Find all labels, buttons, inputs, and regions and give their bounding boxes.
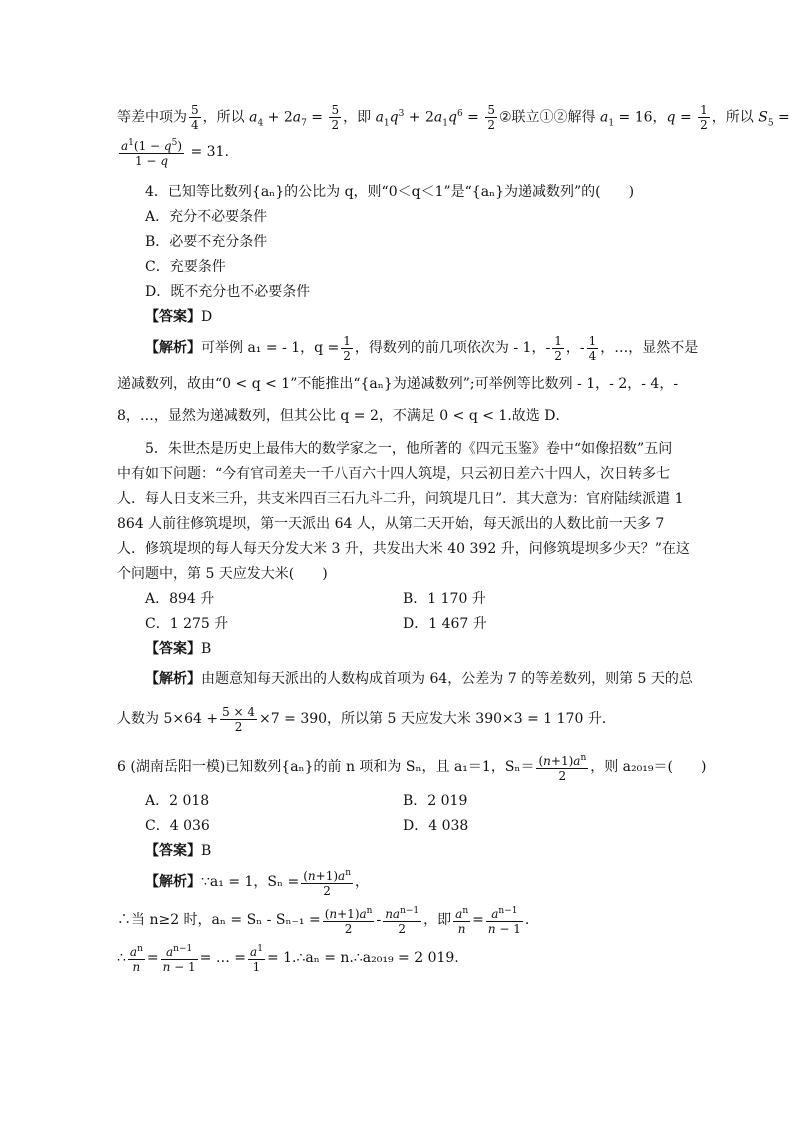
continuation-line-2 — [117, 133, 677, 171]
text: ∵a₁ = 1，Sₙ = — [201, 874, 300, 890]
text: 可举例 a₁ = - 1，q = — [201, 340, 340, 356]
option-d: D．1 467 升 — [403, 616, 487, 632]
text: 由题意知每天派出的人数构成首项为 64，公差为 7 的等差数列，则第 5 天的总 — [201, 671, 693, 687]
text: ，得数列的前几项依次为 - 1，- — [354, 340, 551, 356]
text: ，即 — [423, 912, 452, 928]
option-row — [117, 612, 677, 637]
document-page — [117, 95, 790, 977]
text: ∴ — [117, 950, 126, 966]
option-a: A．894 升 — [145, 591, 215, 607]
analysis-line-3 — [117, 939, 677, 977]
answer-line — [117, 305, 677, 329]
answer-tag: 【答案】 — [145, 641, 201, 657]
fraction: $\frac{a^{n-1}}{n - 1}$ — [162, 944, 196, 974]
fraction: $\frac{na^{n-1}}{2}$ — [385, 906, 420, 936]
fraction: $\frac{5}{2}$ — [487, 103, 495, 133]
analysis-line-3: 8，…，显然为递减数列，但其公比 q = 2，不满足 0 < q < 1.故选 D． — [117, 408, 570, 424]
fraction: $\frac{(n+1)a^n}{2}$ — [324, 906, 373, 936]
option-b: B．1 170 升 — [403, 591, 486, 607]
fraction: $\frac{1}{2}$ — [554, 333, 562, 363]
option-d: D．既不充分也不必要条件 — [145, 284, 311, 300]
fraction: $\frac{1}{4}$ — [588, 333, 597, 363]
text: ②联立①②解得 — [498, 109, 600, 126]
text: ，…，显然不是 — [600, 340, 699, 356]
analysis-tag: 【解析】 — [145, 671, 201, 687]
text: = … = — [199, 950, 247, 966]
answer-value: B — [201, 843, 212, 859]
text: = 31. — [190, 144, 229, 160]
stem-line: 864 人前往修筑堤坝，第一天派出 64 人，从第二天开始，每天派出的人数比前一天多 7 — [117, 516, 665, 532]
option-b: B．2 019 — [403, 793, 468, 809]
fraction: $\frac{(n+1)a^n}{2}$ — [538, 753, 587, 783]
analysis-line-2: ∴当 n≥2 时，aₙ = Sₙ - Sₙ₋₁ = $\frac{(n+1)a^n}{2}$ - $\frac{na^{n-1}}{2}$ ，即 $\frac{a^n}{n}$ = $\frac{a^{n-1}}{n - 1}$ . — [117, 906, 530, 936]
option-row — [117, 587, 677, 612]
fraction: $\frac{1}{2}$ — [700, 103, 708, 133]
analysis-line-2 — [117, 697, 677, 741]
option-row — [117, 814, 677, 839]
question-6-stem — [117, 745, 707, 789]
analysis-line-1 — [117, 329, 699, 367]
analysis-tag: 【解析】 — [145, 874, 201, 890]
text: ，则 a₂₀₁₉＝( ) — [590, 759, 707, 775]
text: = — [146, 950, 159, 966]
option-a: A．2 018 — [145, 793, 210, 809]
stem-line: 人．修筑堤坝的每人每天分发大米 3 升，共发出大米 40 392 升，问修筑堤坝多少天？”在这 — [117, 541, 690, 557]
answer-tag: 【答案】 — [145, 309, 201, 325]
option-row — [117, 789, 677, 814]
stem-line: 个问题中，第 5 天应发大米( ) — [117, 566, 328, 582]
fraction: $\frac{5}{4}$ — [191, 103, 199, 133]
continuation-line-1: 等差中项为 $\frac{5}{4}$ ，所以 $a_4 + 2a_7$ = $\frac{5}{2}$ ，即 $a_1q^3 + 2a_1q^6$ = $\frac{5}{2}$ ②联立①②解得 $a_1 = 16$，q = $\frac{1}{2}$ ，所以 $S_5$ = — [117, 103, 790, 133]
question-5-stem — [117, 437, 690, 587]
text: - — [376, 912, 382, 928]
option-d: D．4 038 — [403, 818, 469, 834]
fraction: $\frac{1}{2}$ — [343, 333, 351, 363]
analysis-line-1 — [117, 863, 677, 901]
answer-value: D — [201, 309, 213, 325]
text: ，所以 — [711, 109, 759, 126]
fraction: $\frac{a^{n-1}}{n - 1}$ — [487, 906, 521, 936]
text: 等差中项为 — [117, 109, 187, 126]
text: 人数为 5×64 + — [117, 711, 219, 727]
option-c: C．4 036 — [145, 818, 210, 834]
fraction: $\frac{5 \times 4}{2}$ — [222, 704, 256, 734]
fraction: $\frac{a^1(1 - q^5)}{1 - q}$ — [121, 138, 182, 168]
fraction: $\frac{a^n}{n}$ — [455, 906, 469, 936]
answer-line — [117, 839, 677, 863]
fraction: $\frac{a^n}{n}$ — [129, 944, 143, 974]
stem-line: 5．朱世杰是历史上最伟大的数学家之一，他所著的《四元玉鉴》卷中“如像招数”五问 — [145, 441, 673, 457]
text: = — [472, 912, 484, 928]
answer-line — [117, 637, 677, 661]
option-a: A．充分不必要条件 — [145, 209, 268, 225]
fraction: $\frac{5}{2}$ — [331, 103, 340, 133]
text: = 1.∴aₙ = n.∴a₂₀₁₉ = 2 019. — [266, 950, 459, 966]
fraction: $\frac{(n+1)a^n}{2}$ — [303, 868, 351, 898]
question-4-stem: 4．已知等比数列{aₙ}的公比为 q，则“0＜q＜1”是“{aₙ}为递减数列”的( ) — [145, 184, 635, 200]
text: 6 (湖南岳阳一模)已知数列{aₙ}的前 n 项和为 Sₙ，且 a₁＝1，Sₙ＝ — [117, 759, 535, 775]
text: ∴当 n≥2 时，aₙ = Sₙ - Sₙ₋₁ = — [117, 912, 321, 928]
stem-line: 中有如下问题：“今有官司差夫一千八百六十四人筑堤，只云初日差六十四人，次日转多七 — [117, 466, 671, 482]
analysis-tag: 【解析】 — [145, 340, 201, 356]
analysis-line-2: 递减数列，故由“0 < q < 1”不能推出“{aₙ}为递减数列”;可举例等比数列 - 1，- 2，- 4，- — [117, 376, 679, 392]
option-c: C．充要条件 — [145, 259, 226, 275]
text: ，所以 — [202, 109, 250, 126]
answer-value: B — [201, 641, 212, 657]
analysis-line-1 — [117, 661, 693, 697]
option-c: C．1 275 升 — [145, 616, 229, 632]
answer-tag: 【答案】 — [145, 843, 201, 859]
text: ×7 = 390，所以第 5 天应发大米 390×3 = 1 170 升． — [259, 711, 616, 727]
stem-line: 人．每人日支米三升，共支米四百三石九斗二升，问筑堤几日”．其大意为：官府陆续派遣 1 — [117, 491, 684, 507]
text: ，即 — [343, 109, 376, 126]
text: ， — [354, 874, 369, 890]
option-b: B．必要不充分条件 — [145, 234, 268, 250]
text: ，- — [565, 340, 585, 356]
fraction: $\frac{a^1}{1}$ — [250, 944, 263, 974]
